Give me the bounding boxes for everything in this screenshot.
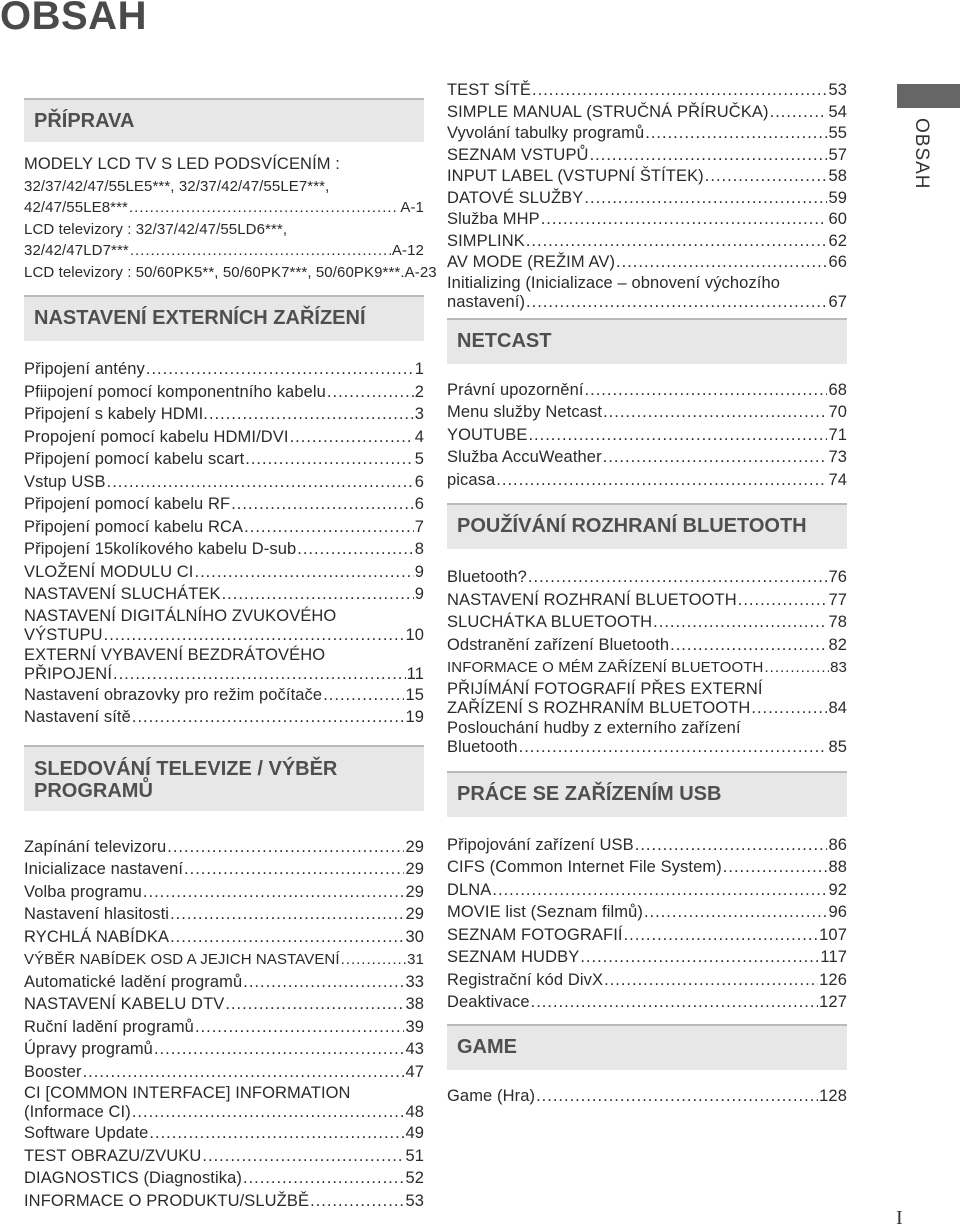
toc-entry-title: TEST SÍTĚ	[447, 81, 532, 99]
toc-entry-title: (Informace CI)	[24, 1103, 131, 1121]
toc-entry-title: LCD televizory : 32/37/42/47/55LD6***,	[24, 220, 288, 238]
toc-entry-title: PŘIPOJENÍ	[24, 664, 113, 683]
toc-entry-title: Nastavení sítě	[24, 708, 131, 726]
toc-entry[interactable]	[24, 927, 424, 949]
toc-entry-title: Právní upozornění	[447, 380, 584, 399]
toc-entry-title: SEZNAM HUDBY	[447, 948, 580, 966]
toc-entry[interactable]	[24, 1084, 424, 1103]
dot-leader	[194, 562, 413, 584]
toc-entry-page: 60	[828, 210, 847, 228]
dot-leader	[645, 123, 827, 145]
dot-leader	[541, 209, 828, 231]
toc-entry[interactable]	[447, 402, 847, 424]
toc-entry[interactable]	[447, 231, 847, 253]
section-heading: PRÁCE SE ZAŘÍZENÍM USB	[447, 771, 847, 817]
toc-entry-title: Propojení pomocí kabelu HDMI/DVI	[24, 427, 289, 446]
toc-entry-page: 78	[828, 613, 847, 631]
toc-entry-title: Deaktivace	[447, 993, 530, 1011]
toc-entry-page: 31	[407, 951, 424, 968]
toc-entry[interactable]	[447, 447, 847, 469]
toc-entry-page: 4	[414, 427, 424, 446]
dot-leader	[723, 857, 828, 879]
toc-entry[interactable]	[447, 380, 847, 402]
dot-leader	[770, 102, 828, 124]
toc-entry[interactable]	[447, 274, 847, 293]
toc-entry-page: A-12	[391, 242, 424, 259]
toc-entry-title: Odstranění zařízení Bluetooth	[447, 635, 670, 654]
section-heading: POUŽÍVÁNÍ ROZHRANÍ BLUETOOTH	[447, 503, 847, 549]
toc-entry-page: 77	[828, 590, 847, 609]
toc-entry-title: TEST OBRAZU/ZVUKU	[24, 1146, 202, 1165]
toc-entry-title: 32/42/47LD7***	[24, 242, 129, 259]
dot-leader	[143, 882, 405, 904]
toc-entry-title: Zapínání televizoru	[24, 837, 167, 856]
toc-entry-page: 86	[828, 835, 847, 854]
toc-entry[interactable]	[24, 882, 424, 904]
toc-entry-title: Připojení pomocí kabelu RF	[24, 495, 231, 513]
toc-entry-page: 73	[828, 448, 847, 466]
toc-entry[interactable]	[447, 699, 847, 718]
toc-entry-page: 3	[414, 405, 424, 423]
toc-entry-title: ZAŘÍZENÍ S ROZHRANÍM BLUETOOTH	[447, 698, 751, 717]
toc-entry-title: INFORMACE O PRODUKTU/SLUŽBĚ	[24, 1191, 310, 1210]
toc-entry-page: 66	[828, 253, 847, 271]
toc-entry[interactable]	[447, 635, 847, 657]
toc-entry-title: LCD televizory : 50/60PK5**, 50/60PK7***, 50/60PK9***	[24, 263, 401, 281]
toc-entry-page: 2	[414, 382, 424, 401]
toc-entry-title: NASTAVENÍ ROZHRANÍ BLUETOOTH	[447, 590, 737, 609]
toc-column-left	[24, 98, 437, 1212]
toc-entry-title: Game (Hra)	[447, 1086, 536, 1105]
toc-entry-page: 92	[828, 880, 847, 899]
dot-leader	[132, 707, 405, 729]
toc-entry-title: Menu služby Netcast	[447, 403, 603, 421]
dot-leader	[584, 188, 827, 210]
dot-leader	[492, 880, 827, 902]
toc-entry-page: 84	[828, 698, 847, 717]
toc-entry[interactable]	[24, 539, 424, 561]
section-heading: NASTAVENÍ EXTERNÍCH ZAŘÍZENÍ	[24, 295, 424, 341]
toc-entry-page: 43	[405, 1040, 424, 1058]
toc-entry[interactable]	[24, 494, 424, 516]
dot-leader	[528, 567, 828, 589]
toc-entry-page: 68	[828, 380, 847, 399]
toc-entry-title: Služba AccuWeather	[447, 448, 602, 466]
toc-entry[interactable]	[447, 857, 847, 879]
chapter-tab-marker	[897, 84, 960, 108]
toc-entry[interactable]	[447, 657, 847, 679]
toc-entry-title: CIFS (Common Internet File System)	[447, 858, 722, 876]
dot-leader	[107, 472, 414, 494]
toc-entry[interactable]	[447, 1086, 847, 1108]
dot-leader	[184, 859, 404, 881]
toc-entry-title: VÝBĚR NABÍDEK OSD A JEJICH NASTAVENÍ	[24, 951, 340, 968]
toc-entry[interactable]	[24, 665, 424, 684]
toc-entry-page: 59	[828, 188, 847, 207]
toc-entry-page: 9	[414, 562, 424, 581]
toc-entry-page: 83	[830, 659, 847, 676]
toc-entry-page: 38	[405, 995, 424, 1013]
dot-leader	[526, 231, 828, 253]
dot-leader	[132, 1103, 405, 1122]
toc-entry-title: Připojení s kabely HDMI.	[24, 405, 208, 423]
toc-entry[interactable]	[447, 166, 847, 188]
toc-entry-title: SIMPLE MANUAL (STRUČNÁ PŘÍRUČKA)	[447, 102, 769, 121]
toc-entry[interactable]	[24, 240, 424, 262]
dot-leader	[644, 902, 827, 924]
toc-entry-title: Vstup USB	[24, 472, 106, 491]
dot-leader	[202, 1146, 404, 1168]
dot-leader	[209, 404, 414, 426]
dot-leader	[603, 402, 827, 424]
toc-entry-title: Vyvolání tabulky programů	[447, 124, 645, 142]
toc-entry-title: Připojení 15kolíkového kabelu D-sub	[24, 540, 297, 558]
toc-entry[interactable]	[24, 262, 437, 284]
toc-entry[interactable]	[24, 1191, 424, 1213]
toc-entry-title: AV MODE (REŽIM AV)	[447, 253, 616, 271]
toc-entry-title: Úpravy programů	[24, 1040, 153, 1058]
toc-entry[interactable]	[24, 707, 424, 729]
toc-entry[interactable]	[24, 837, 424, 859]
toc-entry-title: SEZNAM VSTUPŮ	[447, 145, 589, 164]
toc-entry-title: MODELY LCD TV S LED PODSVÍCENÍM :	[24, 155, 340, 173]
toc-entry[interactable]	[447, 880, 847, 902]
toc-entry-page: 15	[405, 685, 424, 704]
toc-entry[interactable]	[24, 219, 424, 241]
toc-entry-title: Služba MHP	[447, 210, 540, 228]
toc-entry-title: NASTAVENÍ SLUCHÁTEK	[24, 585, 221, 603]
toc-entry[interactable]	[447, 970, 847, 992]
toc-entry-page: 47	[405, 1062, 424, 1081]
dot-leader	[635, 835, 828, 857]
toc-entry[interactable]	[24, 584, 424, 606]
toc-entry[interactable]	[24, 1103, 424, 1122]
toc-entry-page: 82	[828, 635, 847, 654]
dot-leader	[149, 1123, 404, 1145]
toc-entry-page: 48	[405, 1103, 424, 1121]
toc-entry-title: Ruční ladění programů	[24, 1017, 194, 1036]
toc-entry-title: SLUCHÁTKA BLUETOOTH	[447, 613, 653, 631]
toc-entry-page: 58	[828, 167, 847, 185]
toc-entry[interactable]	[447, 209, 847, 231]
toc-entry-title: Připojení antény	[24, 360, 145, 378]
dot-leader	[738, 590, 828, 612]
dot-leader	[297, 539, 413, 561]
toc-entry-page: 85	[828, 737, 847, 756]
toc-entry-page: 53	[405, 1191, 424, 1210]
toc-entry-page: 29	[405, 882, 424, 901]
dot-leader	[624, 925, 819, 947]
toc-entry-page: 33	[405, 972, 424, 991]
dot-leader	[764, 657, 829, 679]
toc-entry-title: picasa	[447, 470, 496, 489]
dot-leader	[167, 837, 404, 859]
toc-entry-page: 53	[828, 81, 847, 99]
toc-entry[interactable]	[447, 612, 847, 634]
dot-leader	[585, 380, 828, 402]
toc-entry-title: nastavení)	[447, 292, 526, 311]
toc-entry-title: EXTERNÍ VYBAVENÍ BEZDRÁTOVÉHO	[24, 645, 326, 664]
toc-entry[interactable]	[447, 188, 847, 210]
toc-entry-page: 29	[405, 905, 424, 923]
toc-entry-title: 42/47/55LE8***	[24, 199, 128, 216]
dot-leader	[222, 584, 414, 606]
toc-entry[interactable]	[24, 472, 424, 494]
toc-entry[interactable]	[447, 145, 847, 167]
toc-entry[interactable]	[24, 562, 424, 584]
dot-leader	[290, 427, 414, 449]
toc-entry[interactable]	[447, 567, 847, 589]
toc-entry[interactable]	[447, 590, 847, 612]
toc-entry-title: DATOVÉ SLUŽBY	[447, 188, 584, 207]
toc-entry-page: 52	[405, 1169, 424, 1187]
dot-leader	[243, 972, 404, 994]
page-title: OBSAH	[0, 0, 147, 38]
side-chapter-label: OBSAH	[911, 118, 932, 190]
dot-leader	[751, 699, 827, 718]
toc-entry-page: 126	[819, 970, 847, 989]
dot-leader	[154, 1039, 404, 1061]
toc-entry[interactable]	[447, 738, 847, 757]
toc-entry-page: 107	[819, 925, 847, 944]
toc-entry-title: DLNA	[447, 880, 492, 899]
toc-entry-title: RYCHLÁ NABÍDKA	[24, 927, 170, 946]
toc-entry[interactable]	[24, 949, 424, 971]
dot-leader	[531, 992, 819, 1014]
toc-entry[interactable]	[24, 1017, 424, 1039]
toc-entry-title: NASTAVENÍ KABELU DTV	[24, 995, 225, 1013]
toc-entry-page: 54	[828, 102, 847, 121]
toc-entry-page: 29	[405, 837, 424, 856]
toc-entry[interactable]	[24, 404, 424, 426]
dot-leader	[590, 145, 828, 167]
toc-entry-page: 5	[414, 450, 424, 468]
toc-entry[interactable]	[24, 994, 424, 1016]
toc-entry-page: A-1	[400, 199, 424, 216]
toc-entry-page: 96	[828, 903, 847, 921]
toc-entry-page: 88	[828, 858, 847, 876]
toc-entry[interactable]	[447, 425, 847, 447]
section-heading: NETCAST	[447, 318, 847, 364]
toc-entry-title: Inicializace nastavení	[24, 860, 184, 878]
toc-entry-page: 55	[828, 124, 847, 142]
dot-leader	[580, 947, 819, 969]
toc-entry[interactable]	[24, 176, 424, 198]
toc-entry[interactable]	[24, 1168, 424, 1190]
toc-entry-title: NASTAVENÍ DIGITÁLNÍHO ZVUKOVÉHO	[24, 606, 337, 625]
toc-entry-title: Volba programu	[24, 882, 142, 901]
toc-entry-page: 71	[828, 425, 847, 444]
section-heading: GAME	[447, 1024, 847, 1070]
dot-leader	[327, 382, 414, 404]
toc-entry[interactable]	[24, 972, 424, 994]
dot-leader	[243, 1168, 404, 1190]
toc-entry-title: INFORMACE O MÉM ZAŘÍZENÍ BLUETOOTH	[447, 659, 764, 676]
toc-entry-title: VÝSTUPU	[24, 625, 103, 644]
toc-entry-title: Booster	[24, 1062, 82, 1081]
toc-entry-title: 32/37/42/47/55LE5***, 32/37/42/47/55LE7***,	[24, 177, 330, 195]
toc-entry-title: Poslouchání hudby z externího zařízení	[447, 718, 741, 737]
toc-entry-title: Pfiipojení pomocí komponentního kabelu	[24, 382, 326, 401]
toc-entry-title: Initializing (Inicializace – obnovení výchozího	[447, 273, 781, 292]
dot-leader	[113, 665, 406, 684]
dot-leader	[526, 293, 827, 312]
dot-leader	[604, 970, 818, 992]
toc-entry[interactable]	[447, 902, 847, 924]
toc-entry-title: YOUTUBE	[447, 425, 528, 444]
dot-leader	[170, 904, 404, 926]
dot-leader	[130, 240, 391, 262]
dot-leader	[341, 949, 406, 971]
toc-entry[interactable]	[447, 80, 847, 102]
toc-entry[interactable]	[447, 947, 847, 969]
toc-entry[interactable]	[24, 646, 424, 665]
dot-leader	[231, 494, 414, 516]
toc-entry[interactable]	[447, 252, 847, 274]
toc-entry-title: Bluetooth	[447, 737, 518, 756]
toc-entry[interactable]	[24, 449, 424, 471]
toc-entry-page: 117	[820, 948, 847, 966]
toc-entry-title: SIMPLINK	[447, 231, 525, 250]
dot-leader	[83, 1062, 405, 1084]
toc-entry-title: Připojení pomocí kabelu scart	[24, 450, 245, 468]
dot-leader	[129, 197, 399, 219]
toc-entry-page: 11	[406, 664, 424, 683]
toc-entry[interactable]	[447, 123, 847, 145]
toc-entry-title: Automatické ladění programů	[24, 972, 243, 991]
dot-leader	[323, 685, 404, 707]
dot-leader	[532, 80, 827, 102]
toc-entry-page: 76	[828, 568, 847, 586]
toc-entry-title: CI [COMMON INTERFACE] INFORMATION	[24, 1084, 351, 1102]
toc-entry[interactable]	[24, 1062, 424, 1084]
toc-entry-title: MOVIE list (Seznam filmů)	[447, 903, 643, 921]
toc-entry[interactable]	[447, 102, 847, 124]
dot-leader	[225, 994, 404, 1016]
toc-entry-page: 9	[414, 585, 424, 603]
toc-entry-page: 10	[405, 625, 424, 644]
toc-entry-page: 7	[414, 517, 424, 536]
dot-leader	[244, 517, 414, 539]
toc-entry-title: DIAGNOSTICS (Diagnostika)	[24, 1169, 242, 1187]
toc-entry[interactable]	[24, 685, 424, 707]
toc-entry[interactable]	[24, 427, 424, 449]
toc-entry-page: .A-23	[400, 263, 437, 281]
dot-leader	[616, 252, 827, 274]
toc-entry-title: Připojování zařízení USB	[447, 835, 634, 854]
toc-entry[interactable]	[447, 992, 847, 1014]
toc-column-right	[447, 80, 847, 1107]
toc-entry-page: 29	[405, 860, 424, 878]
toc-entry-title: Software Update	[24, 1124, 149, 1142]
toc-entry-title: SEZNAM FOTOGRAFIÍ	[447, 925, 623, 944]
toc-entry-title: Bluetooth?	[447, 568, 527, 586]
section-heading: PŘÍPRAVA	[24, 98, 424, 142]
dot-leader	[603, 447, 828, 469]
dot-leader	[670, 635, 827, 657]
toc-entry-title: PŘIJÍMÁNÍ FOTOGRAFIÍ PŘES EXTERNÍ	[447, 679, 763, 698]
toc-entry-page: 1	[414, 360, 424, 378]
toc-entry-page: 51	[405, 1146, 424, 1165]
toc-entry-page: 39	[405, 1017, 424, 1036]
page-number: I	[896, 1207, 903, 1229]
toc-entry-page: 62	[828, 231, 847, 250]
toc-entry-title: VLOŽENÍ MODULU CI	[24, 562, 194, 581]
toc-entry-page: 6	[414, 495, 424, 513]
toc-entry[interactable]	[24, 154, 424, 176]
toc-entry[interactable]	[24, 1123, 424, 1145]
toc-entry-page: 70	[828, 403, 847, 421]
toc-entry[interactable]	[24, 1146, 424, 1168]
toc-entry[interactable]	[24, 517, 424, 539]
toc-entry[interactable]	[24, 859, 424, 881]
dot-leader	[496, 470, 827, 492]
toc-entry[interactable]	[447, 925, 847, 947]
toc-entry[interactable]	[24, 904, 424, 926]
toc-entry-title: Nastavení hlasitosti	[24, 905, 170, 923]
dot-leader	[705, 166, 828, 188]
dot-leader	[310, 1191, 404, 1213]
toc-entry[interactable]	[24, 197, 424, 219]
toc-entry-page: 67	[828, 292, 847, 311]
toc-entry-title: INPUT LABEL (VSTUPNÍ ŠTÍTEK)	[447, 167, 704, 185]
dot-leader	[519, 738, 828, 757]
dot-leader	[104, 626, 405, 645]
dot-leader	[146, 359, 414, 381]
toc-entry[interactable]	[447, 680, 847, 699]
toc-entry[interactable]	[24, 382, 424, 404]
toc-entry-page: 74	[828, 470, 847, 489]
dot-leader	[528, 425, 827, 447]
dot-leader	[536, 1086, 818, 1108]
toc-entry-page: 6	[414, 472, 424, 491]
toc-entry-page: 19	[405, 708, 424, 726]
dot-leader	[653, 612, 827, 634]
toc-entry-page: 127	[819, 993, 847, 1011]
toc-entry-title: Registrační kód DivX	[447, 970, 604, 989]
toc-entry-page: 49	[405, 1124, 424, 1142]
toc-entry-page: 8	[414, 540, 424, 558]
dot-leader	[170, 927, 404, 949]
toc-entry-title: Připojení pomocí kabelu RCA	[24, 517, 244, 536]
toc-entry[interactable]	[447, 835, 847, 857]
toc-entry[interactable]	[24, 359, 424, 381]
toc-entry[interactable]	[447, 293, 847, 312]
section-heading: SLEDOVÁNÍ TELEVIZE / VÝBĚR PROGRAMŮ	[24, 745, 424, 811]
toc-entry-page: 30	[405, 927, 424, 946]
toc-entry-page: 128	[819, 1086, 847, 1105]
toc-entry-page: 57	[828, 145, 847, 164]
dot-leader	[195, 1017, 404, 1039]
toc-entry[interactable]	[447, 470, 847, 492]
toc-entry[interactable]	[24, 626, 424, 645]
toc-entry[interactable]	[24, 607, 424, 626]
toc-entry-title: Nastavení obrazovky pro režim počítače	[24, 685, 323, 704]
toc-entry[interactable]	[24, 1039, 424, 1061]
toc-entry[interactable]	[447, 719, 847, 738]
dot-leader	[245, 449, 413, 471]
